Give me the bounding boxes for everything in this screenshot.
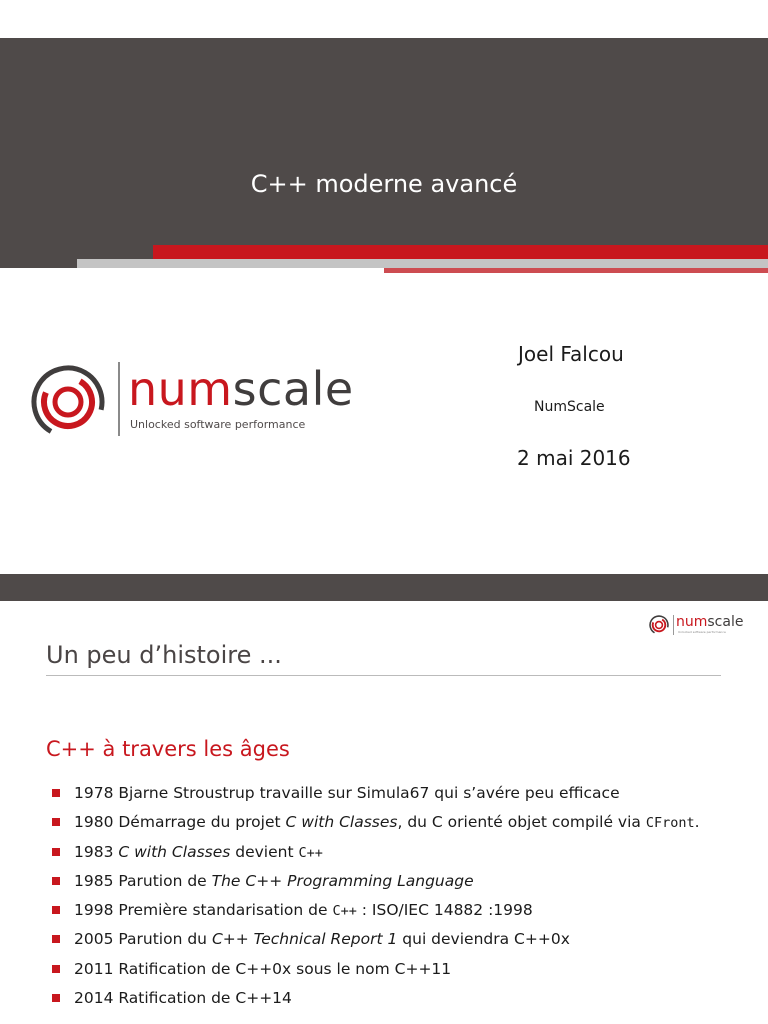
history-list <box>52 782 752 1016</box>
numscale-logo-rings-icon <box>30 364 106 440</box>
slide-separator-band <box>0 574 768 601</box>
bullet-square-icon <box>52 965 60 973</box>
decorative-red-bar <box>153 245 768 259</box>
bullet-square-icon <box>52 818 60 826</box>
history-slide <box>0 601 768 1024</box>
logo-word-scale: scale <box>232 362 354 416</box>
decorative-grey-bar <box>77 259 768 268</box>
logo-separator <box>118 362 120 436</box>
mini-logo-word-num: num <box>676 614 708 630</box>
title-slide <box>0 38 768 574</box>
author-name: Joel Falcou <box>518 342 624 366</box>
list-item: 2014 Ratification de C++14 <box>52 987 752 1016</box>
presentation-title: C++ moderne avancé <box>250 170 518 198</box>
mini-logo-wordmark <box>676 615 743 629</box>
bullet-square-icon <box>52 877 60 885</box>
mini-logo-separator <box>673 615 674 635</box>
logo-wordmark <box>128 362 354 416</box>
mini-logo-tagline: Unlocked software performance <box>678 630 726 634</box>
numscale-logo-rings-icon <box>649 615 669 635</box>
title-divider <box>46 675 721 676</box>
list-item: 2011 Ratification de C++0x sous le nom C++11 <box>52 958 752 987</box>
list-item: 1985 Parution de The C++ Programming Language <box>52 870 752 899</box>
numscale-logo <box>30 362 370 442</box>
list-item: 2005 Parution du C++ Technical Report 1 qui deviendra C++0x <box>52 928 752 957</box>
institution: NumScale <box>534 399 605 415</box>
bullet-square-icon <box>52 789 60 797</box>
logo-tagline: Unlocked software performance <box>130 418 306 431</box>
bullet-square-icon <box>52 906 60 914</box>
bullet-square-icon <box>52 935 60 943</box>
presentation-date: 2 mai 2016 <box>517 446 631 470</box>
mini-logo-word-scale: scale <box>707 614 744 630</box>
bullet-square-icon <box>52 848 60 856</box>
bullet-square-icon <box>52 994 60 1002</box>
numscale-mini-logo <box>649 613 749 637</box>
list-item: 1998 Première standarisation de C++ : ISO/IEC 14882 :1998 <box>52 899 752 928</box>
list-item: 1978 Bjarne Stroustrup travaille sur Simula67 qui s’avére peu efficace <box>52 782 752 811</box>
list-item: 1980 Démarrage du projet C with Classes, du C orienté objet compilé via CFront. <box>52 811 752 840</box>
section-heading: C++ à travers les âges <box>46 737 290 761</box>
logo-word-num: num <box>128 362 233 416</box>
decorative-thin-red-bar <box>384 268 768 273</box>
slide-title: Un peu d’histoire ... <box>46 641 282 669</box>
list-item: 1983 C with Classes devient C++ <box>52 841 752 870</box>
title-band <box>0 38 768 268</box>
